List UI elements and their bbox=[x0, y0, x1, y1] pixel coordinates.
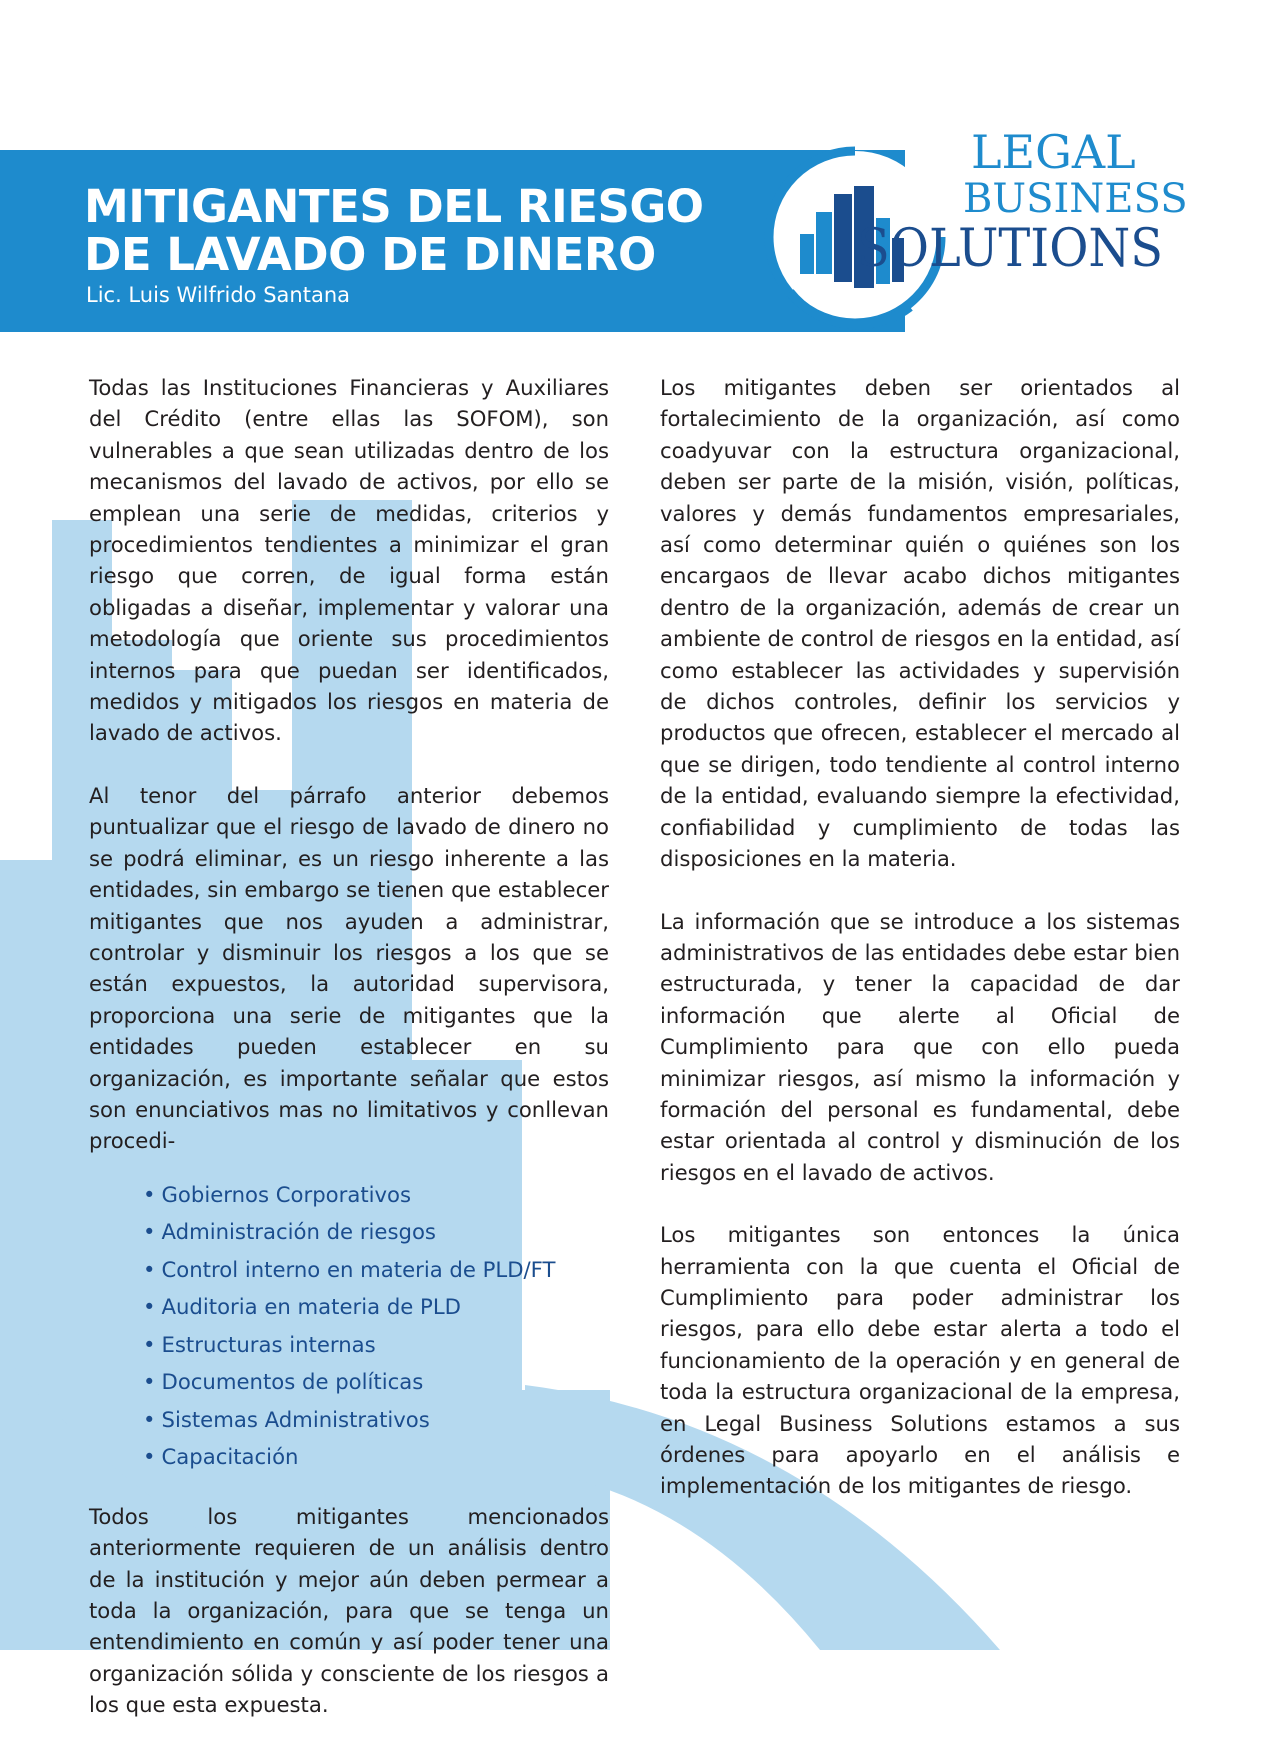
title-line-2: DE LAVADO DE DINERO bbox=[84, 228, 656, 281]
list-item: • Sistemas Administrativos bbox=[143, 1401, 609, 1439]
mitigants-list bbox=[89, 1176, 609, 1476]
list-item: • Control interno en materia de PLD/FT bbox=[143, 1251, 609, 1289]
list-item: • Estructuras internas bbox=[143, 1326, 609, 1364]
list-item: • Capacitación bbox=[143, 1438, 609, 1476]
right-column bbox=[660, 372, 1180, 1533]
title-line-1: MITIGANTES DEL RIESGO bbox=[84, 180, 704, 233]
list-item: • Documentos de políticas bbox=[143, 1363, 609, 1401]
left-paragraph-2: Al tenor del párrafo anterior debemos puntualizar que el riesgo de lavado de dinero no se podrá eliminar, es un riesgo inherente a las entidades, sin embargo se tienen que establecer mitigantes que nos ayuden a administrar, controlar y disminuir los riesgos a los que se están expuestos, la autoridad supervisora, proporciona una serie de mitigantes que la entidades pueden establecer en su organización, es importante señalar que estos son enunciativos mas no limitativos y conllevan procedi- bbox=[89, 782, 609, 1154]
company-logo bbox=[760, 118, 1230, 340]
right-paragraph-1: Los mitigantes deben ser orientados al fortalecimiento de la organización, así como coadyuvar con la estructura organizacional, deben ser parte de la misión, visión, políticas, valores y demás fundamentos empresariales, así como determinar quién o quiénes son los encargaos de llevar acabo dichos mitigantes dentro de la organización, además de crear un ambiente de control de riesgos en la entidad, así como establecer las actividades y supervisión de dichos controles, definir los servicios y productos que ofrecen, establecer el mercado al que se dirigen, todo tendiente al control interno de la entidad, evaluando siempre la efectividad, confiabilidad y cumplimiento de todas las disposiciones en la materia. bbox=[660, 375, 1180, 872]
page-title bbox=[84, 180, 704, 281]
list-item: • Auditoria en materia de PLD bbox=[143, 1288, 609, 1326]
left-paragraph-3: Todos los mitigantes mencionados anteriormente requieren de un análisis dentro de la institución y mejor aún deben permear a toda la organización, para que se tenga un entendimiento en común y así poder tener una organización sólida y consciente de los riesgos a los que esta expuesta. bbox=[89, 1503, 609, 1718]
logo-line-1: LEGAL bbox=[971, 125, 1136, 179]
left-column bbox=[89, 372, 609, 1752]
right-paragraph-2: La información que se introduce a los sistemas administrativos de las entidades debe estar bien estructurada, y tener la capacidad de dar información que alerte al Oficial de Cumplimiento para que con ello pueda minimizar riesgos, así mismo la información y formación del personal es fundamental, debe estar orientada al control y disminución de los riesgos en el lavado de activos. bbox=[660, 908, 1180, 1185]
list-item: • Gobiernos Corporativos bbox=[143, 1176, 609, 1214]
logo-wordmark bbox=[855, 118, 1235, 340]
list-item: • Administración de riesgos bbox=[143, 1213, 609, 1251]
logo-line-3: SOLUTIONS bbox=[857, 219, 1163, 279]
logo-line-2: BUSINESS bbox=[963, 176, 1188, 222]
left-paragraph-1: Todas las Instituciones Financieras y Auxiliares del Crédito (entre ellas las SOFOM), son vulnerables a que sean utilizadas dentro de los mecanismos del lavado de activos, por ello se emplean una serie de medidas, criterios y procedimientos tendientes a minimizar el gran riesgo que corren, de igual forma están obligadas a diseñar, implementar y valorar una metodología que oriente sus procedimientos internos para que puedan ser identificados, medidos y mitigados los riesgos en materia de lavado de activos. bbox=[89, 375, 609, 746]
right-paragraph-3: Los mitigantes son entonces la única herramienta con la que cuenta el Oficial de Cumplimiento para poder administrar los riesgos, para ello debe estar alerta a todo el funcionamiento de la operación y en general de toda la estructura organizacional de la empresa, en Legal Business Solutions estamos a sus órdenes para apoyarlo en el análisis e implementación de los mitigantes de riesgo. bbox=[660, 1222, 1180, 1499]
author-name: Lic. Luis Wilfrido Santana bbox=[86, 283, 350, 307]
